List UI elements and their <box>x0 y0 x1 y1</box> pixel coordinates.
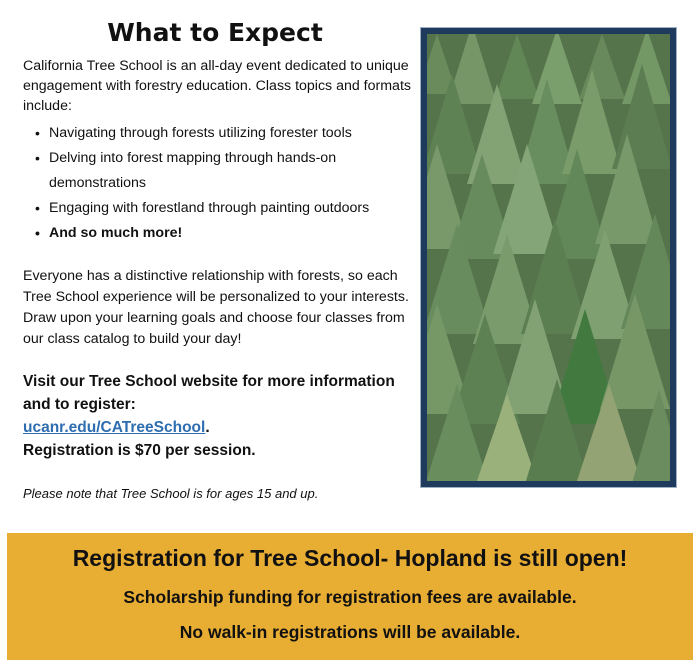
topic-text: Delving into forest mapping through hands-on demonstrations <box>49 150 337 191</box>
intro-paragraph: California Tree School is an all-day event dedicated to unique engagement with forestry education. Class topics and formats include: <box>23 58 411 114</box>
list-item <box>35 121 415 146</box>
page-title: What to Expect <box>107 18 323 47</box>
personalization-paragraph: Everyone has a distinctive relationship with forests, so each Tree School experience will be personalized to your interests. Draw upon your learning goals and choose four classes from our class catalog to build your day! <box>23 268 409 347</box>
visit-lead: Visit our Tree School website for more information and to register: <box>23 373 395 413</box>
age-note: Please note that Tree School is for ages 15 and up. <box>23 486 319 501</box>
forest-photo <box>427 34 670 481</box>
registration-info <box>23 370 415 462</box>
bullet-icon: • <box>35 125 40 141</box>
registration-banner <box>7 533 693 660</box>
forest-photo-frame <box>420 27 677 488</box>
class-topics-list <box>35 121 415 246</box>
forest-trees-image <box>427 34 670 481</box>
topic-text: Navigating through forests utilizing forester tools <box>49 125 352 141</box>
topic-text: Engaging with forestland through painting outdoors <box>49 200 370 216</box>
topic-text: And so much more! <box>49 225 183 241</box>
bullet-icon: • <box>35 150 40 166</box>
list-item <box>35 146 415 196</box>
scholarship-text: Scholarship funding for registration fees are available. <box>123 587 577 607</box>
banner-headline: Registration for Tree School- Hopland is still open! <box>72 545 628 571</box>
walk-in-text: No walk-in registrations will be available. <box>179 622 521 642</box>
link-suffix: . <box>205 419 210 436</box>
bullet-icon: • <box>35 225 40 241</box>
bullet-icon: • <box>35 200 40 216</box>
price-text: Registration is $70 per session. <box>23 442 256 459</box>
tree-school-link[interactable]: ucanr.edu/CATreeSchool <box>23 419 206 436</box>
list-item <box>35 221 415 246</box>
list-item <box>35 196 415 221</box>
